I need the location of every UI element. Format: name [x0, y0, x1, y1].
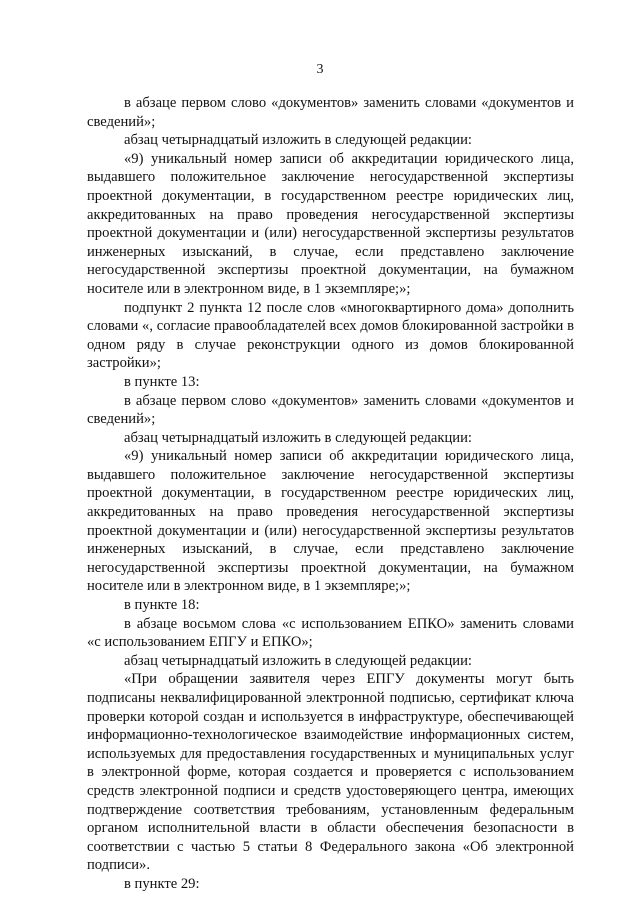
paragraph: в абзаце первом слово «документов» заменить словами «документов и сведений»; — [87, 392, 574, 428]
paragraph: в пункте 18: — [124, 597, 200, 614]
paragraph: в абзаце восьмом слова «с использованием ЕПКО» заменить словами «с использованием ЕПГУ и ЕПКО»; — [87, 615, 574, 651]
paragraph: «9) уникальный номер записи об аккредитации юридического лица, выдавшего положительное заключение негосударственной экспертизы проектной документации, в государственном реестре юридических лиц, аккредитованных на право проведения негосударственной экспертизы проектной документации и (или) негосударственной экспертизы результатов инженерных изысканий, в случае, если представлено заключение негосударственной экспертизы проектной документации, на бумажном носителе или в электронном виде, в 1 экземпляре;»; — [87, 448, 574, 595]
paragraph: в абзаце первом слово «документов» заменить словами «документов и сведений»; — [87, 95, 574, 130]
paragraph: абзац четырнадцатый изложить в следующей редакции: — [124, 429, 472, 446]
paragraph: «При обращении заявителя через ЕПГУ документы могут быть подписаны неквалифицированной электронной подписью, сертификат ключа проверки которой создан и используется в инфраструктуре, обеспечивающей информационно-технологическое взаимодействие информационных систем, используемых для предоставления государственных и муниципальных услуг в электронной форме, которая создается и проверяется с использованием средств электронной подписи и средств удостоверяющего центра, имеющих подтверждение соответствия требованиям, установленным федеральным органом исполнительной власти в области обеспечения безопасности в соответствии с частью 5 статьи 8 Федерального закона «Об электронной подписи». — [87, 671, 574, 874]
paragraph: абзац четырнадцатый изложить в следующей редакции: — [124, 132, 472, 149]
paragraph: «9) уникальный номер записи об аккредитации юридического лица, выдавшего положительное заключение негосударственной экспертизы проектной документации, в государственном реестре юридических лиц, аккредитованных на право проведения негосударственной экспертизы проектной документации и (или) негосударственной экспертизы результатов инженерных изысканий, в случае, если представлено заключение негосударственной экспертизы проектной документации, на бумажном носителе или в электронном виде, в 1 экземпляре;»; — [87, 150, 574, 297]
document-body — [87, 94, 574, 894]
paragraph: абзац четырнадцатый изложить в следующей редакции: — [124, 652, 472, 669]
paragraph: в пункте 29: — [124, 875, 200, 892]
paragraph: в пункте 13: — [124, 373, 200, 390]
page-number: 3 — [316, 62, 324, 77]
paragraph: подпункт 2 пункта 12 после слов «многоквартирного дома» дополнить словами «, согласие правообладателей всех домов блокированной застройки в одном ряду в случае реконструкции одного из домов блокированной застройки»; — [87, 299, 574, 372]
